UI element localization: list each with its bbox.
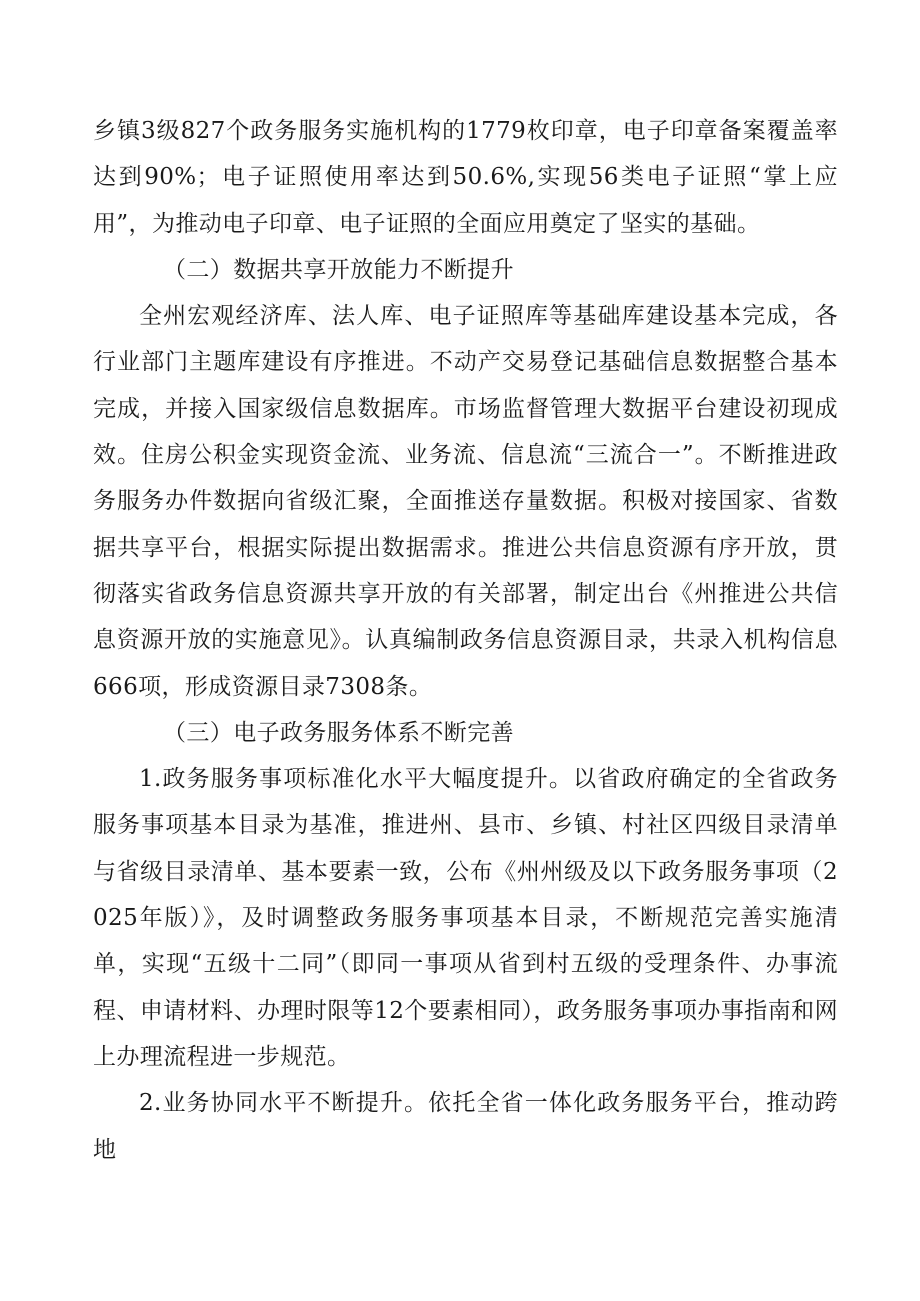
paragraph-data-sharing: 全州宏观经济库、法人库、电子证照库等基础库建设基本完成，各行业部门主题库建设有序推进。不动产交易登记基础信息数据整合基本完成，并接入国家级信息数据库。市场监督管理大数据平台建设初现成效。住房公积金实现资金流、业务流、信息流“三流合一”。不断推进政务服务办件数据向省级汇聚，全面推送存量数据。积极对接国家、省数据共享平台，根据实际提出数据需求。推进公共信息资源有序开放，贯彻落实省政务信息资源共享开放的有关部署，制定出台《州推进公共信息资源开放的实施意见》。认真编制政务信息资源目录，共录入机构信息666项，形成资源目录7308条。 [93,303,838,700]
paragraph-seals-certificates: 乡镇3级827个政务服务实施机构的1779枚印章，电子印章备案覆盖率达到90%；电子证照使用率达到50.6%,实现56类电子证照“掌上应用”，为推动电子印章、电子证照的全面应用奠定了坚实的基础。 [93,118,838,237]
paragraph-business-collaboration: 2.业务协同水平不断提升。依托全省一体化政务服务平台，推动跨地 [93,1090,838,1163]
paragraph-standardization: 1.政务服务事项标准化水平大幅度提升。以省政府确定的全省政务服务事项基本目录为基准，推进州、县市、乡镇、村社区四级目录清单与省级目录清单、基本要素一致，公布《州州级及以下政务服务事项（2025年版）》，及时调整政务服务事项基本目录，不断规范完善实施清单，实现“五级十二同”（即同一事项从省到村五级的受理条件、办事流程、申请材料、办理时限等12个要素相同），政务服务事项办事指南和网上办理流程进一步规范。 [93,766,838,1070]
document-body [93,108,838,1173]
section-heading-e-government: （三）电子政务服务体系不断完善 [163,719,514,746]
section-heading-data-sharing: （二）数据共享开放能力不断提升 [163,256,514,283]
